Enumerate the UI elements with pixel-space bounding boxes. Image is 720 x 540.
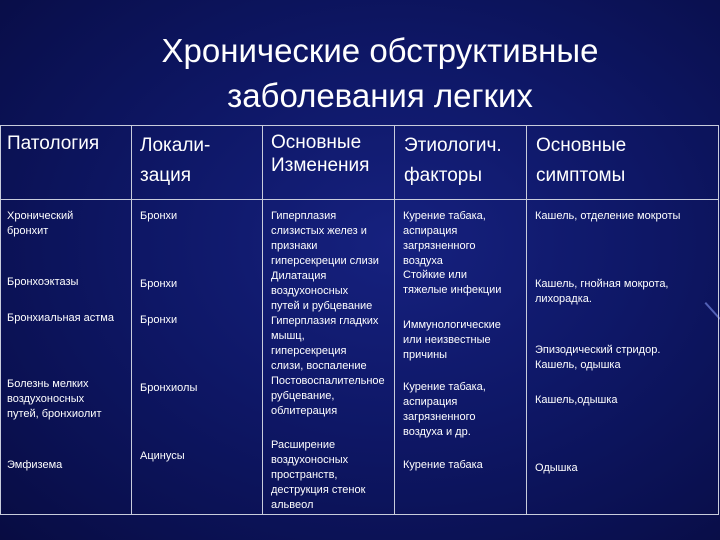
column-divider-1 — [131, 125, 132, 515]
column-divider-2 — [262, 125, 263, 515]
etiology-emphysema — [403, 458, 483, 473]
symptoms-bronchitis — [535, 209, 680, 224]
column-divider-4 — [526, 125, 527, 515]
pathology-small-airways-line-3: путей, бронхиолит — [7, 408, 102, 420]
changes-line-5: Дилатация — [271, 270, 327, 282]
localization-bronchiectasis-text: Бронхи — [140, 278, 178, 290]
changes-text — [271, 209, 385, 419]
changes-line-17: пространств, — [271, 469, 338, 481]
localization-emphysema-text: Ацинусы — [140, 450, 185, 462]
etiology-small-airways-line-3: загрязненного — [403, 411, 476, 423]
symptoms-bronchiectasis — [535, 277, 669, 307]
changes-line-3: признаки — [271, 240, 318, 252]
symptoms-asthma-line-1: Эпизодический стридор. — [535, 344, 661, 356]
table-header-divider — [0, 199, 719, 200]
header-etiology — [404, 131, 502, 191]
symptoms-small-airways — [535, 393, 618, 408]
localization-asthma — [140, 313, 177, 328]
changes-line-15: Расширение — [271, 439, 336, 451]
etiology-bronchitis-line-2: аспирация — [403, 225, 458, 237]
changes-line-12: Постовоспалительное — [271, 375, 385, 387]
changes-line-19: альвеол — [271, 499, 314, 511]
header-symptoms-line-1: Основные — [536, 135, 627, 156]
pathology-asthma — [7, 311, 114, 326]
etiology-bronchiectasis — [403, 268, 501, 298]
changes-line-4: гиперсекреции слизи — [271, 255, 379, 267]
localization-bronchiectasis — [140, 277, 177, 292]
changes-line-18: деструкция стенок — [271, 484, 366, 496]
localization-bronchitis-text: Бронхи — [140, 210, 178, 222]
etiology-emphysema-text: Курение табака — [403, 459, 483, 471]
symptoms-bronchiectasis-line-1: Кашель, гнойная мокрота, — [535, 278, 669, 290]
localization-bronchitis — [140, 209, 177, 224]
etiology-bronchitis-line-1: Курение табака, — [403, 210, 486, 222]
table-border-bottom — [0, 514, 719, 515]
changes-line-7: путей и рубцевание — [271, 300, 373, 312]
pathology-small-airways-line-1: Болезнь мелких — [7, 378, 89, 390]
header-symptoms — [536, 131, 626, 191]
changes-emphysema — [271, 438, 365, 513]
changes-line-1: Гиперплазия — [271, 210, 337, 222]
table-border-top — [0, 125, 719, 126]
pathology-bronchiectasis — [7, 275, 78, 290]
etiology-bronchitis-line-3: загрязненного — [403, 240, 476, 252]
header-pathology-text: Патология — [7, 133, 100, 154]
symptoms-emphysema — [535, 461, 578, 476]
header-localization-line-2: зация — [140, 165, 192, 186]
etiology-small-airways-line-1: Курение табака, — [403, 381, 486, 393]
etiology-asthma-line-1: Иммунологические — [403, 319, 501, 331]
etiology-bronchiectasis-line-1: Стойкие или — [403, 269, 467, 281]
changes-line-16: воздухоносных — [271, 454, 349, 466]
changes-line-11: слизи, воспаление — [271, 360, 367, 372]
etiology-bronchitis — [403, 209, 486, 269]
etiology-asthma — [403, 318, 501, 363]
pathology-bronchiectasis-text: Бронхоэктазы — [7, 276, 79, 288]
pathology-bronchitis-line-2: бронхит — [7, 225, 49, 237]
pathology-emphysema-text: Эмфизема — [7, 459, 63, 471]
etiology-asthma-line-3: причины — [403, 349, 448, 361]
changes-line-13: рубцевание, — [271, 390, 335, 402]
etiology-small-airways-line-2: аспирация — [403, 396, 458, 408]
table-border-left — [0, 125, 1, 515]
pathology-table — [0, 125, 719, 515]
changes-line-14: облитерация — [271, 405, 338, 417]
symptoms-emphysema-text: Одышка — [535, 462, 578, 474]
header-changes-line-2: Изменения — [271, 155, 370, 176]
pathology-bronchitis-line-1: Хронический — [7, 210, 74, 222]
etiology-small-airways-line-4: воздуха и др. — [403, 426, 471, 438]
slide-title-line-1: Хронические обструктивные — [161, 32, 599, 69]
column-divider-3 — [394, 125, 395, 515]
pathology-asthma-text: Бронхиальная астма — [7, 312, 114, 324]
localization-asthma-text: Бронхи — [140, 314, 178, 326]
changes-line-8: Гиперплазия гладких — [271, 315, 379, 327]
etiology-small-airways — [403, 380, 486, 440]
header-localization-line-1: Локали- — [140, 135, 211, 156]
header-localization — [140, 131, 210, 191]
pathology-small-airways — [7, 377, 101, 422]
header-changes — [271, 131, 369, 177]
pathology-emphysema — [7, 458, 62, 473]
pathology-small-airways-line-2: воздухоносных — [7, 393, 85, 405]
localization-emphysema — [140, 449, 185, 464]
etiology-bronchiectasis-line-2: тяжелые инфекции — [403, 284, 502, 296]
pathology-bronchitis — [7, 209, 73, 239]
symptoms-asthma-line-2: Кашель, одышка — [535, 359, 621, 371]
slide-title-line-2: заболевания легких — [227, 77, 533, 114]
table-border-right — [718, 125, 719, 515]
changes-line-10: гиперсекреция — [271, 345, 347, 357]
slide-title — [40, 28, 720, 118]
changes-line-6: воздухоносных — [271, 285, 349, 297]
header-symptoms-line-2: симптомы — [536, 165, 626, 186]
changes-line-2: слизистых желез и — [271, 225, 367, 237]
localization-small-airways-text: Бронхиолы — [140, 382, 198, 394]
symptoms-bronchitis-text: Кашель, отделение мокроты — [535, 210, 681, 222]
header-etiology-line-1: Этиологич. — [404, 135, 502, 156]
symptoms-asthma — [535, 343, 660, 373]
header-pathology — [7, 131, 99, 156]
symptoms-small-airways-text: Кашель,одышка — [535, 394, 618, 406]
etiology-bronchitis-line-4: воздуха — [403, 255, 443, 267]
header-etiology-line-2: факторы — [404, 165, 483, 186]
localization-small-airways — [140, 381, 197, 396]
symptoms-bronchiectasis-line-2: лихорадка. — [535, 293, 592, 305]
changes-line-9: мышц, — [271, 330, 305, 342]
etiology-asthma-line-2: или неизвестные — [403, 334, 491, 346]
header-changes-line-1: Основные — [271, 132, 362, 153]
